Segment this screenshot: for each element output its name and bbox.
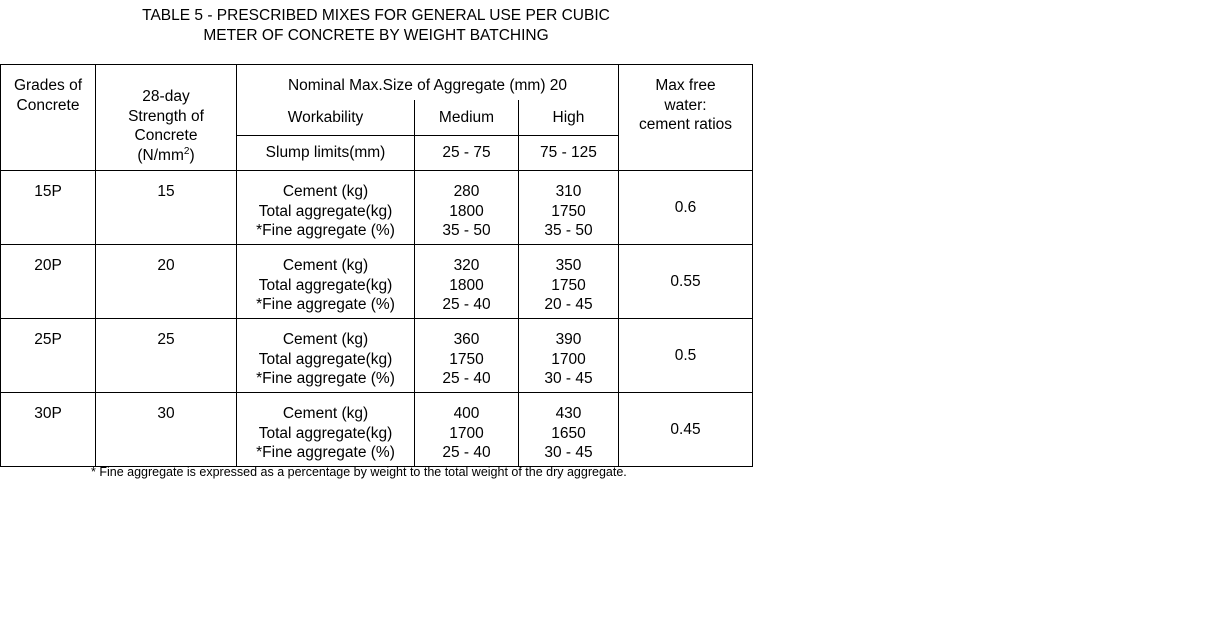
header-strength (96, 65, 237, 171)
prescribed-mixes-table (0, 64, 753, 467)
header-workability: Workability (237, 100, 415, 136)
water-cement-ratio-cell: 0.45 (619, 393, 753, 467)
fine-aggregate-label: *Fine aggregate (%) (256, 370, 395, 387)
grade-cell: 15P (1, 171, 96, 245)
header-row-1 (1, 65, 753, 101)
high-values-cell (519, 393, 619, 467)
header-strength-unit-sup: 2 (183, 145, 190, 157)
header-water-cement (619, 65, 753, 171)
quantity-labels-cell (237, 245, 415, 319)
high-fine-value: 20 - 45 (544, 296, 593, 313)
grade-cell: 20P (1, 245, 96, 319)
medium-total-value: 1800 (449, 276, 484, 294)
table-title (0, 6, 752, 46)
header-wc-line-1: Max free (655, 77, 716, 94)
strength-cell: 30 (96, 393, 237, 467)
header-slump-high: 75 - 125 (519, 136, 619, 171)
header-high: High (519, 100, 619, 136)
medium-values-cell (415, 171, 519, 245)
header-grade-line-1: Grades of (13, 77, 83, 94)
header-strength-unit-text: (N/mm (137, 146, 184, 164)
high-fine-value: 30 - 45 (544, 444, 593, 461)
fine-aggregate-label: *Fine aggregate (%) (256, 444, 395, 461)
header-slump-limits: Slump limits(mm) (237, 136, 415, 171)
table-row (1, 319, 753, 393)
strength-cell: 20 (96, 245, 237, 319)
total-aggregate-label: Total aggregate(kg) (258, 202, 393, 220)
footnote: * Fine aggregate is expressed as a percentage by weight to the total weight of the dry aggregate. (91, 465, 627, 479)
cement-label: Cement (kg) (282, 331, 369, 348)
header-medium: Medium (415, 100, 519, 136)
medium-values-cell (415, 245, 519, 319)
header-strength-line-1: 28-day (142, 88, 190, 105)
medium-cement-value: 360 (453, 331, 480, 348)
strength-cell: 15 (96, 171, 237, 245)
water-cement-ratio-cell: 0.6 (619, 171, 753, 245)
grade-cell: 25P (1, 319, 96, 393)
high-total-value: 1750 (551, 276, 586, 294)
high-total-value: 1700 (551, 350, 586, 368)
medium-values-cell (415, 319, 519, 393)
header-nominal-size: Nominal Max.Size of Aggregate (mm) 20 (237, 65, 619, 101)
quantity-labels-cell (237, 171, 415, 245)
table-row (1, 393, 753, 467)
header-wc-line-3: cement ratios (638, 116, 733, 133)
cement-label: Cement (kg) (282, 257, 369, 274)
header-strength-unit-close: ) (189, 146, 195, 164)
quantity-labels-cell (237, 319, 415, 393)
header-strength-unit (96, 146, 236, 166)
table-title-line-1: TABLE 5 - PRESCRIBED MIXES FOR GENERAL USE PER CUBIC (142, 7, 610, 24)
medium-cement-value: 400 (453, 405, 480, 422)
water-cement-ratio-cell: 0.55 (619, 245, 753, 319)
header-wc-line-2: water: (664, 96, 707, 114)
cement-label: Cement (kg) (282, 183, 369, 200)
total-aggregate-label: Total aggregate(kg) (258, 424, 393, 442)
total-aggregate-label: Total aggregate(kg) (258, 350, 393, 368)
high-cement-value: 430 (555, 405, 582, 422)
header-grade-line-2: Concrete (16, 96, 80, 114)
high-cement-value: 390 (555, 331, 582, 348)
medium-fine-value: 25 - 40 (442, 444, 491, 461)
medium-total-value: 1700 (449, 424, 484, 442)
table-row (1, 245, 753, 319)
high-values-cell (519, 171, 619, 245)
header-strength-line-3: Concrete (134, 127, 198, 144)
high-cement-value: 350 (555, 257, 582, 274)
table-title-line-2: METER OF CONCRETE BY WEIGHT BATCHING (203, 27, 549, 44)
high-fine-value: 35 - 50 (544, 222, 593, 239)
quantity-labels-cell (237, 393, 415, 467)
high-values-cell (519, 245, 619, 319)
high-cement-value: 310 (555, 183, 582, 200)
medium-fine-value: 25 - 40 (442, 370, 491, 387)
header-grade (1, 65, 96, 171)
medium-total-value: 1750 (449, 350, 484, 368)
high-total-value: 1750 (551, 202, 586, 220)
fine-aggregate-label: *Fine aggregate (%) (256, 296, 395, 313)
high-total-value: 1650 (551, 424, 586, 442)
grade-cell: 30P (1, 393, 96, 467)
high-fine-value: 30 - 45 (544, 370, 593, 387)
medium-total-value: 1800 (449, 202, 484, 220)
cement-label: Cement (kg) (282, 405, 369, 422)
fine-aggregate-label: *Fine aggregate (%) (256, 222, 395, 239)
medium-values-cell (415, 393, 519, 467)
table-row (1, 171, 753, 245)
total-aggregate-label: Total aggregate(kg) (258, 276, 393, 294)
medium-cement-value: 320 (453, 257, 480, 274)
header-strength-line-2: Strength of (128, 107, 204, 125)
high-values-cell (519, 319, 619, 393)
water-cement-ratio-cell: 0.5 (619, 319, 753, 393)
medium-fine-value: 25 - 40 (442, 296, 491, 313)
strength-cell: 25 (96, 319, 237, 393)
medium-cement-value: 280 (453, 183, 480, 200)
medium-fine-value: 35 - 50 (442, 222, 491, 239)
header-slump-medium: 25 - 75 (415, 136, 519, 171)
